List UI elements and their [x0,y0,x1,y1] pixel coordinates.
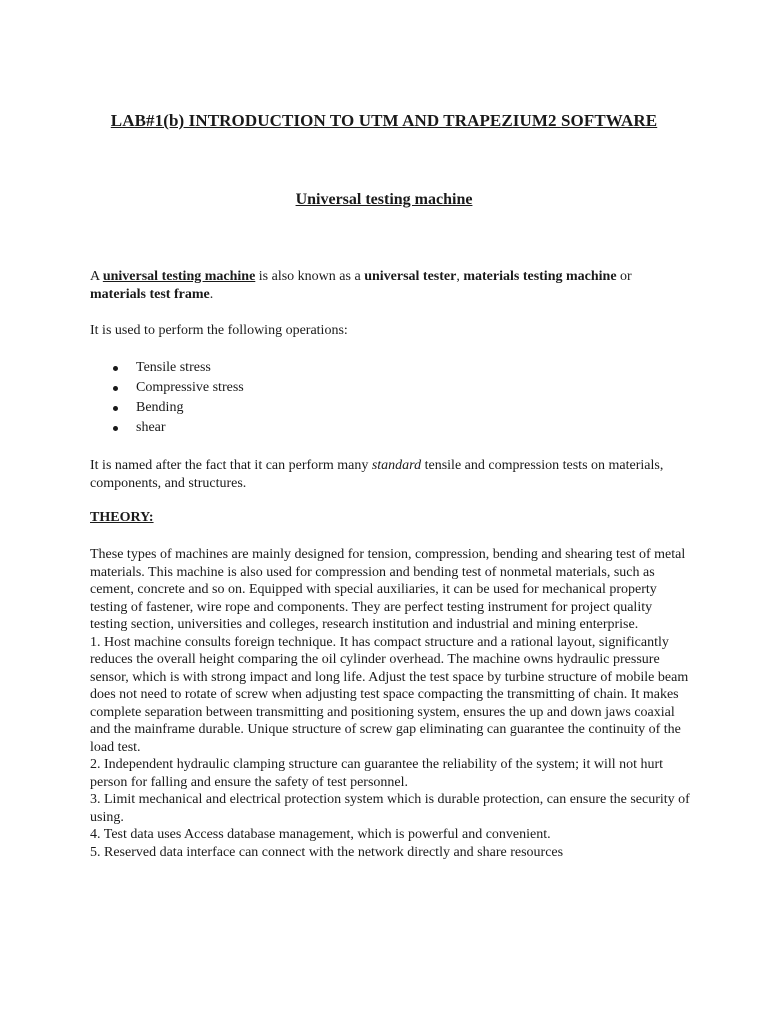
list-item-label: Tensile stress [136,360,211,375]
intro-mid1: is also known as a [255,269,365,284]
named-before: It is named after the fact that it can perform many [90,458,372,473]
intro-prefix: A [90,269,103,284]
list-item-label: Compressive stress [136,380,244,395]
theory-point: 1. Host machine consults foreign technique. It has compact structure and a rational layout, significantly reduces the overall height comparing the oil cylinder overhead. The machine owns hydraulic pressure sensor, which is with strong impact and long life. Adjust the test space by turbine structure of mobile beam does not need to rotate of screw when adjusting test space compacting the transmitting of chain. It makes complete separation between transmitting and positioning system, ensures the up and down jaws coaxial and the mainframe durable. Unique structure of screw gap eliminating can guarantee the continuity of the load test. [90,634,689,755]
intro-sep: , [456,269,464,284]
theory-heading: THEORY: [90,510,154,525]
named-after: tensile and compression tests on materials, components, and structures. [90,458,664,491]
document-title: LAB#1(b) INTRODUCTION TO UTM AND TRAPEZIUM2 SOFTWARE [110,111,658,130]
intro-end: . [209,286,214,302]
intro-alias1: universal tester [364,269,457,284]
list-item-label: shear [136,420,166,435]
operations-lead: It is used to perform the following operations: [90,323,348,338]
bullet-icon [113,366,118,371]
theory-point: 3. Limit mechanical and electrical protection system which is durable protection, can ensure the security of using. [90,792,690,825]
list-item [90,358,244,378]
theory-section [90,546,690,861]
intro-alias2: materials testing machine [463,269,617,284]
list-item [90,398,244,418]
theory-point: 4. Test data uses Access database management, which is powerful and convenient. [90,827,551,842]
bullet-icon [113,426,118,431]
section-title: Universal testing machine [295,191,473,208]
list-item [90,418,244,438]
intro-term: universal testing machine [102,269,256,284]
intro-alias3: materials test frame [90,286,210,302]
list-item [90,378,244,398]
theory-point: 5. Reserved data interface can connect with the network directly and share resources [90,844,564,860]
bullet-icon [113,386,118,391]
bullet-icon [113,406,118,411]
list-item-label: Bending [136,400,184,415]
operations-list [90,358,244,438]
named-paragraph [90,457,690,492]
named-emphasis: standard [371,458,422,473]
intro-paragraph [90,268,690,303]
theory-point: 2. Independent hydraulic clamping structure can guarantee the reliability of the system; it will not hurt person for falling and ensure the safety of test personnel. [90,757,664,790]
theory-paragraph: These types of machines are mainly designed for tension, compression, bending and shearing test of metal materials. This machine is also used for compression and bending test of nonmetal materials, such as cement, concrete and so on. Equipped with special auxiliaries, it can be used for mechanical property testing of fastener, wire rope and components. They are perfect testing instrument for project quality testing section, universities and colleges, research institution and industrial and mining enterprise. [90,547,686,632]
intro-mid2: or [616,269,632,284]
